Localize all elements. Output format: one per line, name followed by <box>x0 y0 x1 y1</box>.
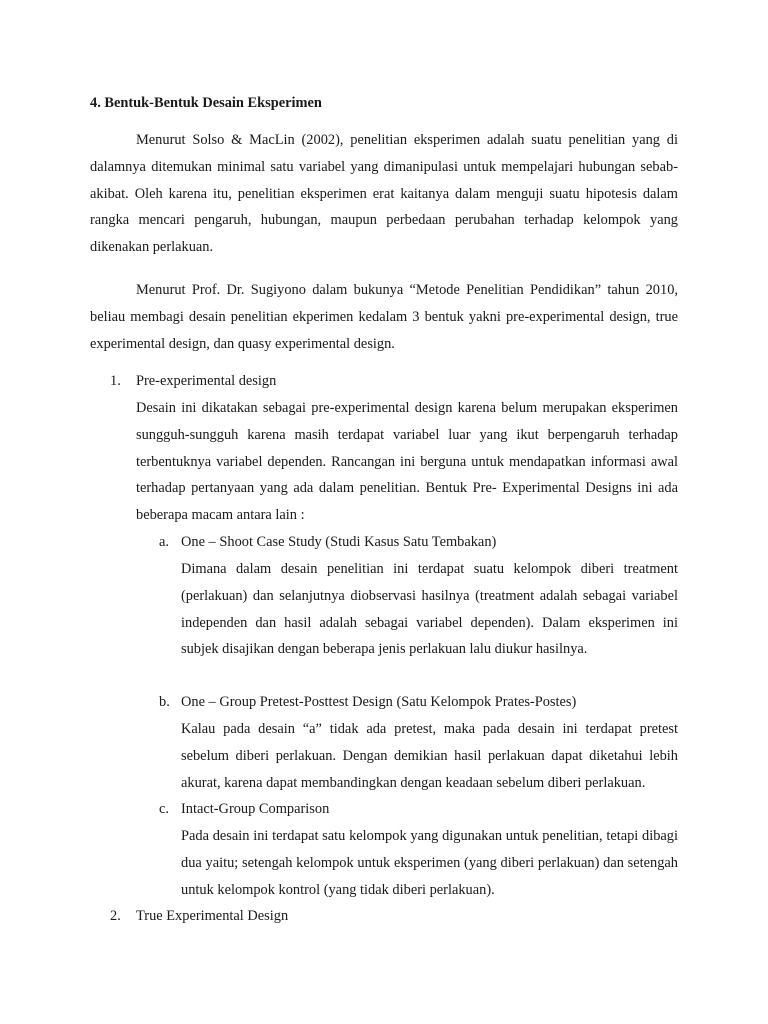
subitem-title: One – Shoot Case Study (Studi Kasus Satu Tembakan) <box>181 534 497 550</box>
subitem-letter: b. <box>159 694 170 710</box>
list-item-title: True Experimental Design <box>136 908 289 924</box>
list-item-body: Desain ini dikatakan sebagai pre-experimental design karena belum merupakan eksperimen sungguh-sungguh karena masih terdapat variabel luar yang ikut berpengaruh terhadap terbentuknya variabel dependen. Rancangan ini berguna untuk mendapatkan informasi awal terhadap pertanyaan yang ada dalam penelitian. Bentuk Pre- Experimental Designs ini ada beberapa macam antara lain : <box>136 400 678 524</box>
subitem-title: One – Group Pretest-Posttest Design (Satu Kelompok Prates-Postes) <box>181 694 577 710</box>
list-item-title: Pre-experimental design <box>136 373 277 389</box>
subitem-body: Pada desain ini terdapat satu kelompok yang digunakan untuk penelitian, tetapi dibagi dua yaitu; setengah kelompok untuk eksperimen (yang diberi perlakuan) dan setengah untuk kelompok kontrol (yang tidak diberi perlakuan). <box>181 828 678 898</box>
subitem-title: Intact-Group Comparison <box>181 801 330 817</box>
section-heading: 4. Bentuk-Bentuk Desain Eksperimen <box>90 95 322 111</box>
paragraph-sugiyono: Menurut Prof. Dr. Sugiyono dalam bukunya “Metode Penelitian Pendidikan” tahun 2010, beliau membagi desain penelitian ekperimen kedalam 3 bentuk yakni pre-experimental design, true experimental design, dan quasy experimental design. <box>90 282 678 352</box>
subitem-letter: a. <box>159 534 169 550</box>
list-item-number: 2. <box>110 908 121 924</box>
subitem-body: Kalau pada desain “a” tidak ada pretest, maka pada desain ini terdapat pretest sebelum diberi perlakuan. Dengan demikian hasil perlakuan dapat diketahui lebih akurat, karena dapat membandingkan dengan keadaan sebelum diberi perlakuan. <box>181 721 678 791</box>
subitem-letter: c. <box>159 801 169 817</box>
paragraph-intro: Menurut Solso & MacLin (2002), penelitian eksperimen adalah suatu penelitian yang di dalamnya ditemukan minimal satu variabel yang dimanipulasi untuk mempelajari hubungan sebab-akibat. Oleh karena itu, penelitian eksperimen erat kaitanya dalam menguji suatu hipotesis dalam rangka mencari pengaruh, hubungan, maupun perbedaan perubahan terhadap kelompok yang dikenakan perlakuan. <box>90 132 678 256</box>
subitem-body: Dimana dalam desain penelitian ini terdapat suatu kelompok diberi treatment (perlakuan) dan selanjutnya diobservasi hasilnya (treatment adalah sebagai variabel independen dan hasil adalah sebagai variabel dependen). Dalam eksperimen ini subjek disajikan dengan beberapa jenis perlakuan lalu diukur hasilnya. <box>181 561 678 658</box>
list-item-number: 1. <box>110 373 121 389</box>
